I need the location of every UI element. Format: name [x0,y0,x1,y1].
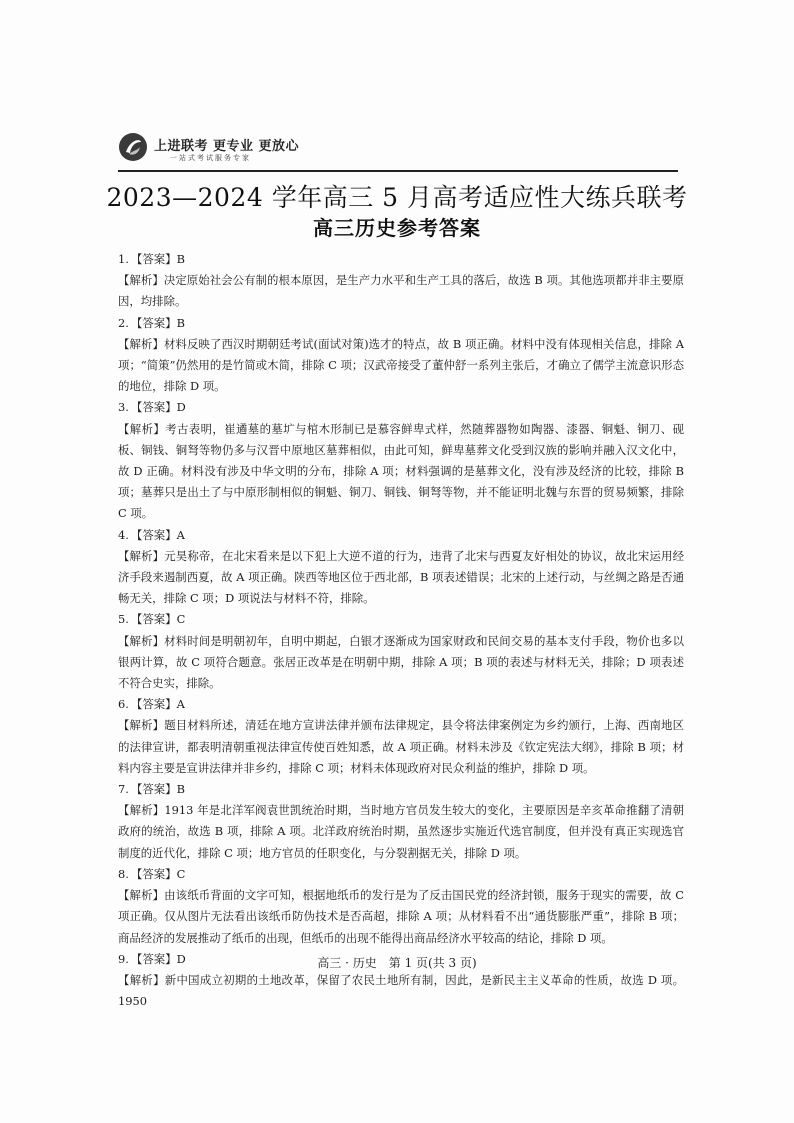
question-number: 6. [118,697,129,712]
answer-key: 【答案】D [131,951,186,966]
answer-line [118,779,684,800]
answer-line [118,397,684,418]
answer-explanation: 【解析】题目材料所述，清廷在地方宣讲法律并颁布法律规定，县令将法律案例定为乡约颁行，上海、西南地区的法律宣讲，都表明清朝重视法律宣传使百姓知悉，故 A 项正确。材料未涉及《钦定宪法大纲》，排除 B 项；材料内容主要是宣讲法律并非乡约，排除 C 项；材料未体现政府对民众利益的维护，排除 D 项。 [118,718,684,775]
brand-tagline: 一站式考试服务专家 [170,154,251,162]
answer-explanation: 【解析】由该纸币背面的文字可知，根据地纸币的发行是为了反击国民党的经济封锁，服务于现实的需要，故 C 项正确。仅从图片无法看出该纸币防伪技术是否高超，排除 A 项；从材料看不出“通货膨胀严重”，排除 B 项；商品经济的发展推动了纸币的出现，但纸币的出现不能得出商品经济水平较高的结论，排除 D 项。 [118,888,684,945]
brand-slogan: 上进联考 更专业 更放心 [154,139,300,154]
answer-key: 【答案】B [131,252,185,266]
brand-logo-icon [118,132,148,162]
answer-explanation: 【解析】新中国成立初期的土地改革，保留了农民土地所有制，因此，是新民主主义革命的性质，故选 D 项。1950 [118,972,684,1009]
answer-list [118,249,684,1012]
question-number: 8. [118,866,129,881]
answer-explanation: 【解析】材料时间是明朝初年，自明中期起，白银才逐渐成为国家财政和民间交易的基本支付手段，物价也多以银两计算，故 C 项符合题意。张居正改革是在明朝中期，排除 A 项；B 项的表述与材料无关，排除；D 项表述不符合史实，排除。 [118,633,684,691]
answer-line [118,609,684,630]
answer-item-5 [118,609,684,694]
answer-item-7 [118,779,684,864]
document-title: 2023—2024 学年高三 5 月高考适应性大练兵联考 [106,183,688,212]
question-number: 4. [118,527,129,542]
answer-item-3 [118,397,684,524]
answer-item-4 [118,525,684,610]
answer-line [118,525,684,546]
answer-explanation: 【解析】元昊称帝，在北宋看来是以下犯上大逆不道的行为，违背了北宋与西夏友好相处的协议，故北宋运用经济手段来遏制西夏，故 A 项正确。陕西等地区位于西北部，B 项表述错误；北宋的上述行动，与丝绸之路是否通畅无关，排除 C 项；D 项说法与材料不符，排除。 [118,548,684,606]
question-number: 2. [118,315,129,330]
brand-header [118,132,678,168]
answer-item-2 [118,313,684,398]
answer-line [118,694,684,715]
page-footer: 高三 · 历史 第 1 页(共 3 页) [317,956,477,970]
answer-line [118,313,684,334]
answer-explanation: 【解析】1913 年是北洋军阀袁世凯统治时期，当时地方官员发生较大的变化，主要原因是辛亥革命推翻了清朝政府的统治，故选 B 项，排除 A 项。北洋政府统治时期，虽然逐步实施近代选官制度，但并没有真正实现选官制度的近代化，排除 C 项；地方官员的任职变化，与分裂割据无关，排除 D 项。 [118,803,684,860]
answer-key: 【答案】A [131,697,185,712]
answer-explanation: 【解析】决定原始社会公有制的根本原因，是生产力水平和生产工具的落后，故选 B 项。其他选项都并非主要原因，均排除。 [118,273,684,309]
answer-key: 【答案】D [131,400,186,415]
answer-key: 【答案】A [131,527,185,542]
answer-item-8 [118,864,684,949]
answer-key: 【答案】B [131,782,185,797]
answer-key: 【答案】C [131,866,186,881]
answer-explanation: 【解析】考古表明，崔遹墓的墓圹与棺木形制已是慕容鲜卑式样，然随葬器物如陶器、漆器、铜魁、铜刀、砚板、铜钱、铜弩等物仍多与汉晋中原地区墓葬相似，由此可知，鲜卑墓葬文化受到汉族的影响并融入汉文化中，故 D 正确。材料没有涉及中华文明的分布，排除 A 项；材料强调的是墓葬文化，没有涉及经济的比较，排除 B 项；墓葬只是出土了与中原形制相似的铜魁、铜刀、铜钱、铜弩等物，并不能证明北魏与东晋的贸易频繁，排除 C 项。 [118,421,684,521]
answer-line [118,864,684,885]
header-divider [118,170,678,172]
answer-line [118,249,684,270]
answer-item-6 [118,694,684,779]
question-number: 3. [118,400,129,415]
answer-key: 【答案】C [131,612,186,627]
question-number: 9. [118,951,129,966]
question-number: 7. [118,782,129,797]
question-number: 5. [118,612,129,627]
document-subtitle: 高三历史参考答案 [313,216,481,240]
answer-explanation: 【解析】材料反映了西汉时期朝廷考试(面试对策)选才的特点，故 B 项正确。材料中没有体现相关信息，排除 A 项；“简策”仍然用的是竹简或木简，排除 C 项；汉武帝接受了董仲舒一系列主张后，才确立了儒学主流意识形态的地位，排除 D 项。 [118,336,684,394]
answer-item-1 [118,249,684,313]
answer-key: 【答案】B [131,315,185,330]
question-number: 1. [118,252,129,266]
